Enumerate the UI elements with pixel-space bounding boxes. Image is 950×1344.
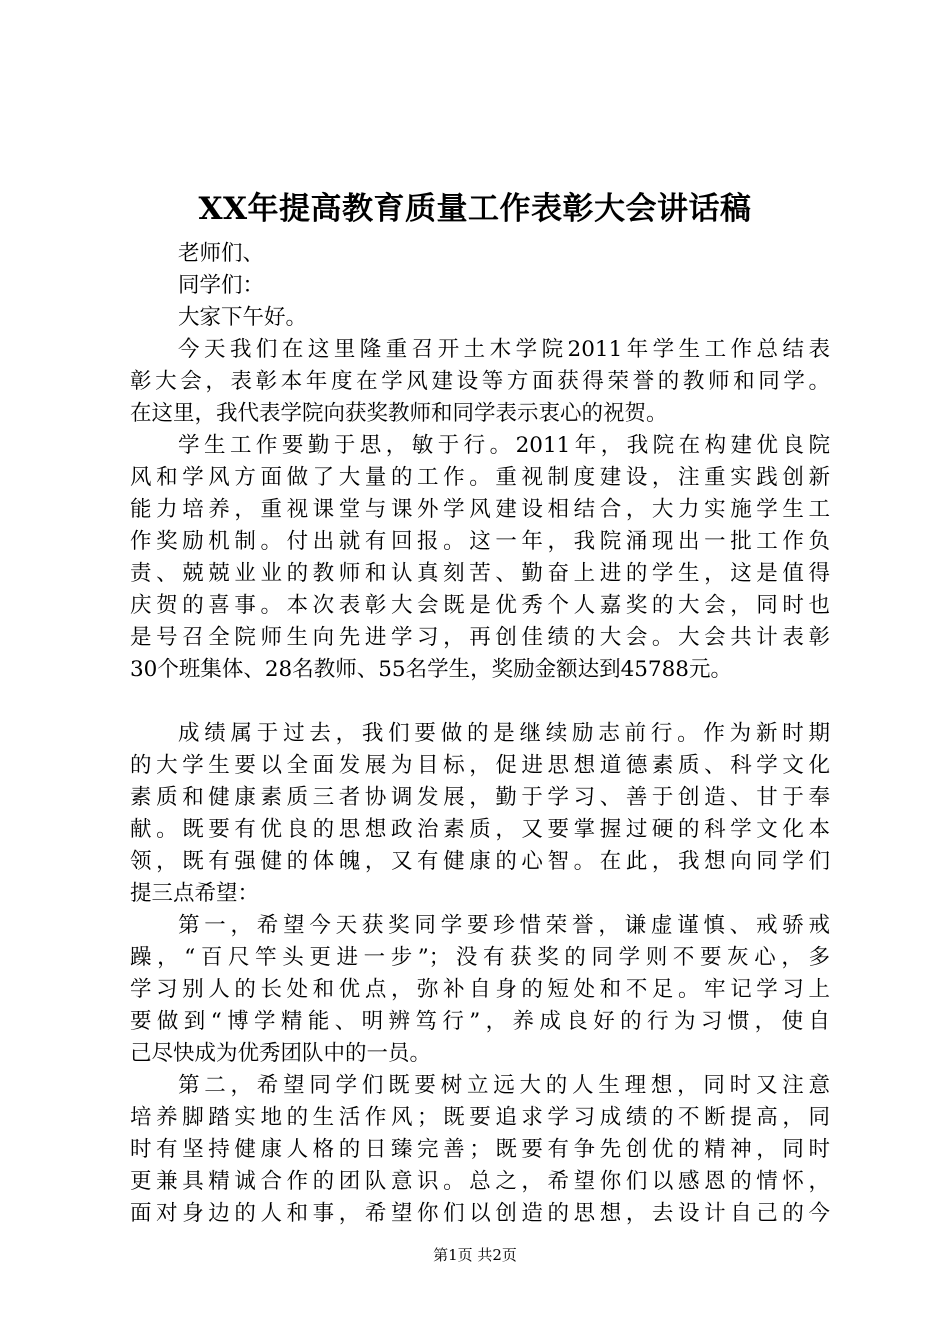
- paragraph-line: 第二，希望同学们既要树立远大的人生理想，同时又注意: [178, 1073, 830, 1098]
- paragraph-line: 提三点希望：: [130, 881, 260, 906]
- paragraph-line: 更兼具精诚合作的团队意识。总之，希望你们以感恩的情怀，: [130, 1169, 830, 1194]
- paragraph-line: 今天我们在这里隆重召开土木学院2011年学生工作总结表: [178, 337, 830, 362]
- paragraph-line: 彰大会，表彰本年度在学风建设等方面获得荣誉的教师和同学。: [130, 369, 830, 394]
- paragraph-line: 时有坚持健康人格的日臻完善；既要有争先创优的精神，同时: [130, 1137, 830, 1162]
- paragraph-line: 成绩属于过去，我们要做的是继续励志前行。作为新时期: [178, 721, 830, 746]
- paragraph-line: 第一，希望今天获奖同学要珍惜荣誉，谦虚谨慎、戒骄戒: [178, 913, 830, 938]
- paragraph-line: 30个班集体、28名教师、55名学生，奖励金额达到45788元。: [130, 657, 732, 682]
- salutation-line: 同学们：: [178, 273, 265, 298]
- paragraph-line: 培养脚踏实地的生活作风；既要追求学习成绩的不断提高，同: [130, 1105, 830, 1130]
- paragraph-line: 己尽快成为优秀团队中的一员。: [130, 1041, 432, 1066]
- paragraph-line: 献。既要有优良的思想政治素质，又要掌握过硬的科学文化本: [130, 817, 830, 842]
- paragraph-line: 躁，“百尺竿头更进一步”；没有获奖的同学则不要灰心，多: [130, 945, 830, 970]
- paragraph-line: 面对身边的人和事，希望你们以创造的思想，去设计自己的今: [130, 1201, 830, 1226]
- paragraph-line: 学习别人的长处和优点，弥补自身的短处和不足。牢记学习上: [130, 977, 830, 1002]
- paragraph-line: 是号召全院师生向先进学习，再创佳绩的大会。大会共计表彰: [130, 625, 830, 650]
- page-number-footer: 第1页 共2页: [433, 1246, 517, 1264]
- paragraph-line: 的大学生要以全面发展为目标，促进思想道德素质、科学文化: [130, 753, 830, 778]
- paragraph-line: 领，既有强健的体魄，又有健康的心智。在此，我想向同学们: [130, 849, 830, 874]
- document-title: XX年提高教育质量工作表彰大会讲话稿: [198, 191, 752, 227]
- document-body: [130, 238, 830, 1230]
- paragraph-line: 要做到“博学精能、明辨笃行”，养成良好的行为习惯，使自: [130, 1009, 830, 1034]
- paragraph-line: 能力培养，重视课堂与课外学风建设相结合，大力实施学生工: [130, 497, 830, 522]
- paragraph-line: 责、兢兢业业的教师和认真刻苦、勤奋上进的学生，这是值得: [130, 561, 830, 586]
- blank-line: [130, 686, 830, 718]
- greeting-line: 大家下午好。: [178, 305, 308, 330]
- paragraph-line: 庆贺的喜事。本次表彰大会既是优秀个人嘉奖的大会，同时也: [130, 593, 830, 618]
- salutation-line: 老师们、: [178, 241, 265, 266]
- paragraph-line: 风和学风方面做了大量的工作。重视制度建设，注重实践创新: [130, 465, 830, 490]
- paragraph-line: 学生工作要勤于思，敏于行。2011年，我院在构建优良院: [178, 433, 830, 458]
- paragraph-line: 在这里，我代表学院向获奖教师和同学表示衷心的祝贺。: [130, 401, 668, 426]
- paragraph-line: 素质和健康素质三者协调发展，勤于学习、善于创造、甘于奉: [130, 785, 830, 810]
- paragraph-line: 作奖励机制。付出就有回报。这一年，我院涌现出一批工作负: [130, 529, 830, 554]
